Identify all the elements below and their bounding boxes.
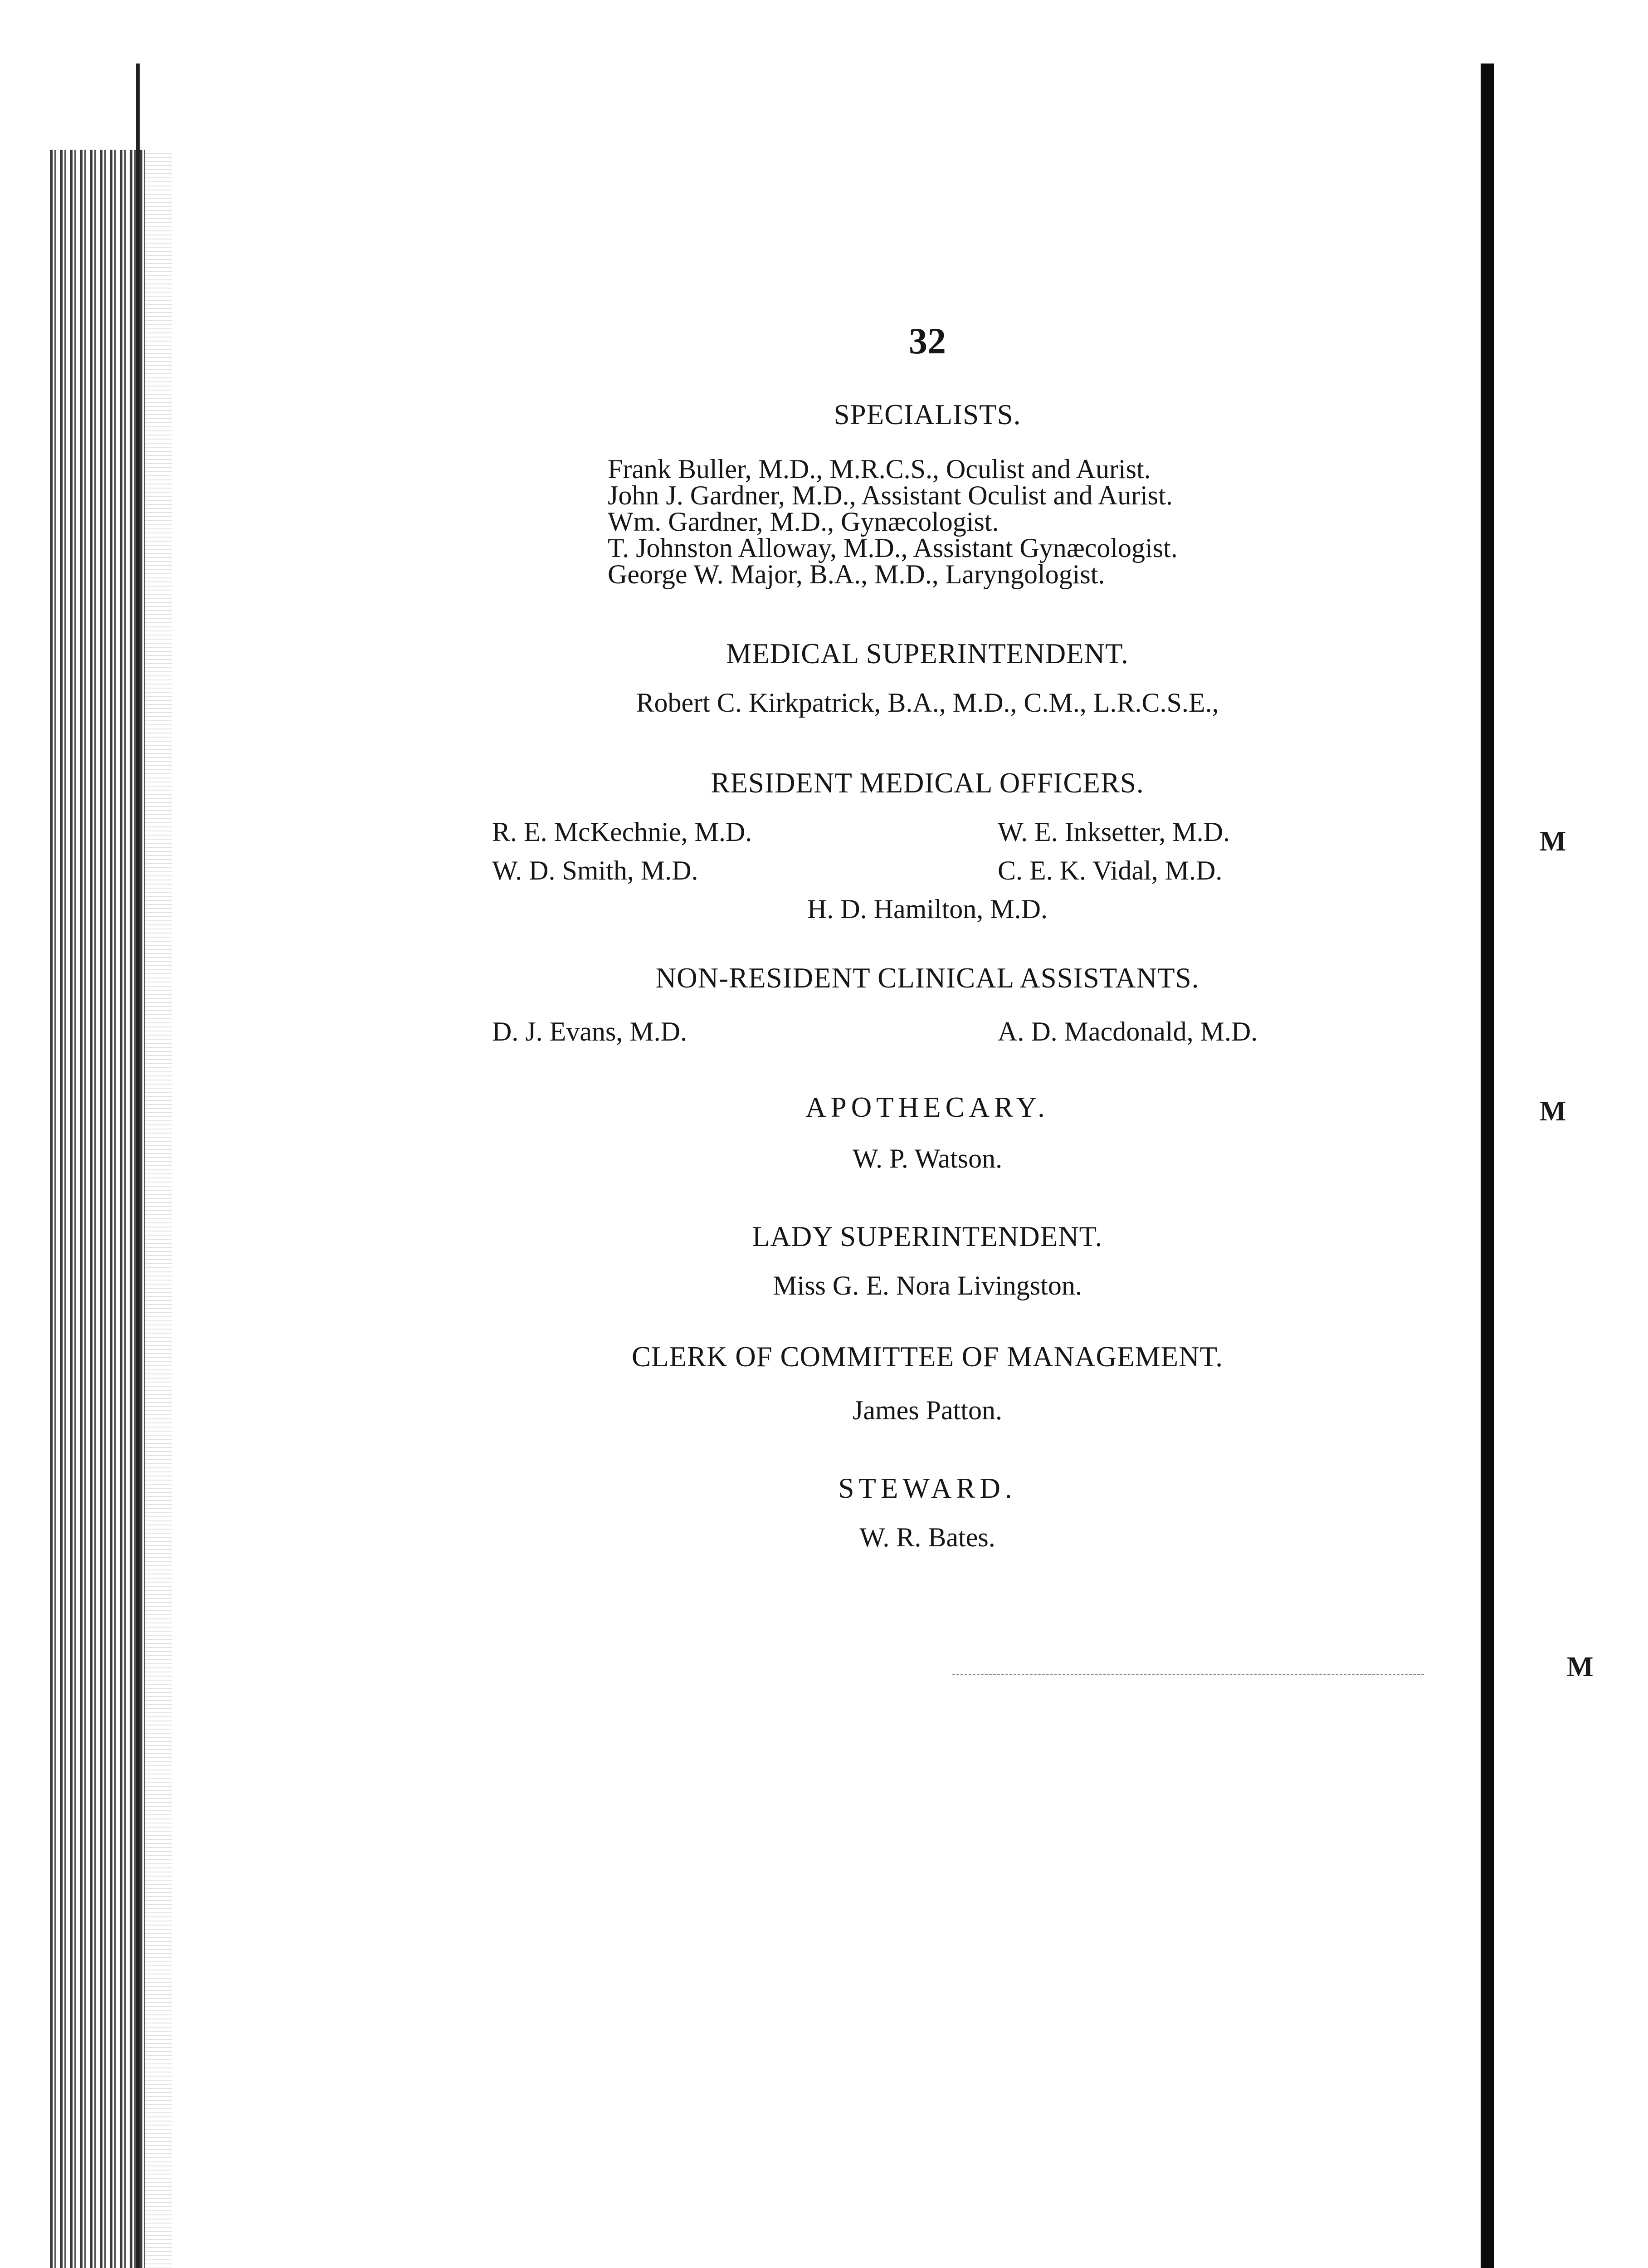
assistant-name: D. J. Evans, M.D.: [492, 1017, 687, 1046]
binding-shadow: [50, 150, 145, 2268]
page-number: 32: [909, 320, 946, 362]
clerk-name: James Patton.: [853, 1395, 1002, 1425]
resident-medical-officers-heading: RESIDENT MEDICAL OFFICERS.: [711, 767, 1144, 799]
apothecary-heading: APOTHECARY.: [805, 1091, 1049, 1123]
clerk-heading: CLERK OF COMMITTEE OF MANAGEMENT.: [631, 1341, 1224, 1373]
non-resident-assistants-heading: NON-RESIDENT CLINICAL ASSISTANTS.: [655, 962, 1199, 994]
specialists-heading: SPECIALISTS.: [834, 399, 1021, 430]
list-item: Wm. Gardner, M.D., Gynæcologist.: [608, 507, 999, 537]
steward-name: W. R. Bates.: [859, 1522, 995, 1552]
medical-superintendent-heading: MEDICAL SUPERINTENDENT.: [726, 638, 1129, 670]
assistant-name: A. D. Macdonald, M.D.: [998, 1017, 1258, 1046]
officer-name: C. E. K. Vidal, M.D.: [998, 855, 1223, 885]
lady-superintendent-name: Miss G. E. Nora Livingston.: [773, 1271, 1082, 1300]
list-item: Frank Buller, M.D., M.R.C.S., Oculist and Aurist.: [608, 454, 1151, 484]
steward-heading: STEWARD.: [838, 1472, 1017, 1504]
officer-name: W. D. Smith, M.D.: [492, 855, 698, 885]
officer-name: R. E. McKechnie, M.D.: [492, 817, 752, 847]
list-item: John J. Gardner, M.D., Assistant Oculist and Aurist.: [608, 480, 1173, 510]
lady-superintendent-heading: LADY SUPERINTENDENT.: [752, 1221, 1103, 1252]
apothecary-name: W. P. Watson.: [852, 1144, 1003, 1173]
binding-edge: [136, 64, 140, 2268]
margin-letter: M: [1540, 1096, 1566, 1127]
margin-letter: M: [1567, 1652, 1594, 1682]
specialists-list: [608, 456, 1379, 587]
list-item: George W. Major, B.A., M.D., Laryngologist.: [608, 559, 1105, 589]
officer-name: W. E. Inksetter, M.D.: [998, 817, 1230, 847]
officer-name: H. D. Hamilton, M.D.: [807, 894, 1048, 924]
list-item: T. Johnston Alloway, M.D., Assistant Gynæcologist.: [608, 533, 1178, 563]
right-edge-bar: [1481, 64, 1494, 2268]
binding-fade: [145, 150, 172, 2268]
dashed-rule: [952, 1674, 1424, 1675]
margin-letter: M: [1540, 826, 1566, 857]
medical-superintendent-name: Robert C. Kirkpatrick, B.A., M.D., C.M., L.R.C.S.E.,: [636, 688, 1219, 718]
